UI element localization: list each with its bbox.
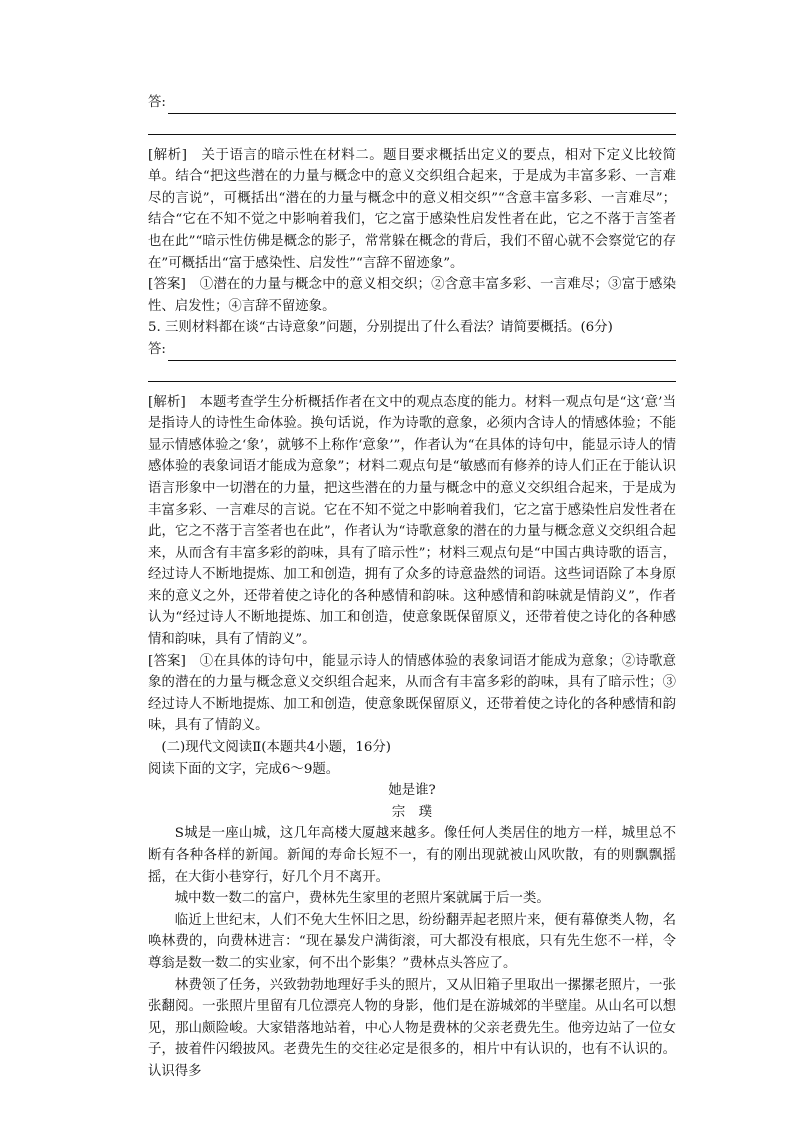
answer-underline-2 (148, 114, 676, 135)
story-paragraph: 林费领了任务，兴致勃勃地理好手头的照片，又从旧箱子里取出一摞摞老照片，一张张翻阅。一张照片里留有几位漂亮人物的身影，他们是在游城郊的半壁崖。从山名可以想见，那山颇险峻。大家错落地站着，中心人物是费林的父亲老费先生。他旁边站了一位女子，披着件闪缎披风。老费先生的交往必定是很多的，相片中有认识的，也有不认识的。认识得多 (148, 977, 676, 1079)
section-heading: (二)现代文阅读Ⅱ(本题共4小题，16分) (161, 740, 392, 756)
answer-paragraph: [答案] ①潜在的力量与概念中的意义相交织；②含意丰富多彩、一言难尽；③富于感染性、启发性；④言辞不留迹象。 (148, 277, 676, 314)
answer-line-5 (148, 339, 676, 361)
answer-underline (168, 99, 676, 114)
story-title: 她是谁? (388, 783, 436, 799)
analysis-paragraph: [解析] 关于语言的暗示性在材料二。题目要求概括出定义的要点，相对下定义比较简单。结合“把这些潜在的力量与概念中的意义交织组合起来，于是成为丰富多彩、一言难尽的言说”，可概括出“潜在的力量与概念中的意义相交织”“含意丰富多彩、一言难尽”；结合“它在不知不觉之中影响着我们，它之富于感染性启发性者在此，它之不落于言筌者也在此”“暗示性仿佛是概念的影子，常常躲在概念的背后，我们不留心就不会察觉它的存在”可概括出“富于感染性、启发性”“言辞不留迹象”。 (148, 147, 676, 271)
answer-prompt: 答: (148, 341, 166, 357)
answer-underline (168, 346, 676, 361)
story-paragraph: 临近上世纪末，人们不免大生怀旧之思，纷纷翻弄起老照片来，便有幕僚类人物，名唤林费的，向费林进言：“现在暴发户满街滚，可大都没有根底，只有先生您不一样，令尊翁是数一数二的实业家，何不出个影集？”费林点头答应了。 (148, 912, 676, 971)
answer-line-4 (148, 92, 676, 114)
story-author: 宗 璞 (391, 804, 433, 820)
reading-instruction: 阅读下面的文字，完成6～9题。 (148, 761, 340, 777)
document-page (148, 92, 676, 1083)
story-paragraph: S城是一座山城，这几年高楼大厦越来越多。像任何人类居住的地方一样，城里总不断有各种各样的新闻。新闻的寿命长短不一，有的刚出现就被山风吹散，有的则飘飘摇摇，在大街小巷穿行，好几个月不离开。 (148, 826, 676, 885)
analysis-paragraph: [解析] 本题考查学生分析概括作者在文中的观点态度的能力。材料一观点句是“这‘意’当是指诗人的诗性生命体验。换句话说，作为诗歌的意象，必须内含诗人的情感体验；不能显示情感体验之‘象’，就够不上称作‘意象’”，作者认为“在具体的诗句中，能显示诗人的情感体验的表象词语才能成为意象”；材料二观点句是“敏感而有修养的诗人们正在于能认识语言形象中一切潜在的力量，把这些潜在的力量与概念中的意义交织组合起来，于是成为丰富多彩、一言难尽的言说。它在不知不觉之中影响着我们，它之富于感染性启发性者在此，它之不落于言筌者也在此”，作者认为“诗歌意象的潜在的力量与概念意义交织组合起来，从而含有丰富多彩的韵味，具有了暗示性”；材料三观点句是“中国古典诗歌的语言，经过诗人不断地提炼、加工和创造，拥有了众多的诗意盎然的词语。这些词语除了本身原来的意义之外，还带着使之诗化的各种感情和韵味。这种感情和韵味就是情韵义”，作者认为“经过诗人不断地提炼、加工和创造，使意象既保留原义，还带着使之诗化的各种感情和韵味，具有了情韵义”。 (148, 394, 676, 648)
story-paragraph: 城中数一数二的富户，费林先生家里的老照片案就属于后一类。 (174, 891, 550, 907)
answer-paragraph: [答案] ①在具体的诗句中，能显示诗人的情感体验的表象词语才能成为意象；②诗歌意象的潜在的力量与概念意义交织组合起来，从而含有丰富多彩的韵味，具有了暗示性；③经过诗人不断地提炼、加工和创造，使意象既保留原义，还带着使之诗化的各种感情和韵味，具有了情韵义。 (148, 653, 676, 734)
answer-underline-2 (148, 361, 676, 382)
question-5: 5. 三则材料都在谈“古诗意象”问题，分别提出了什么看法？请简要概括。(6分) (148, 320, 613, 336)
answer-prompt: 答: (148, 95, 166, 110)
